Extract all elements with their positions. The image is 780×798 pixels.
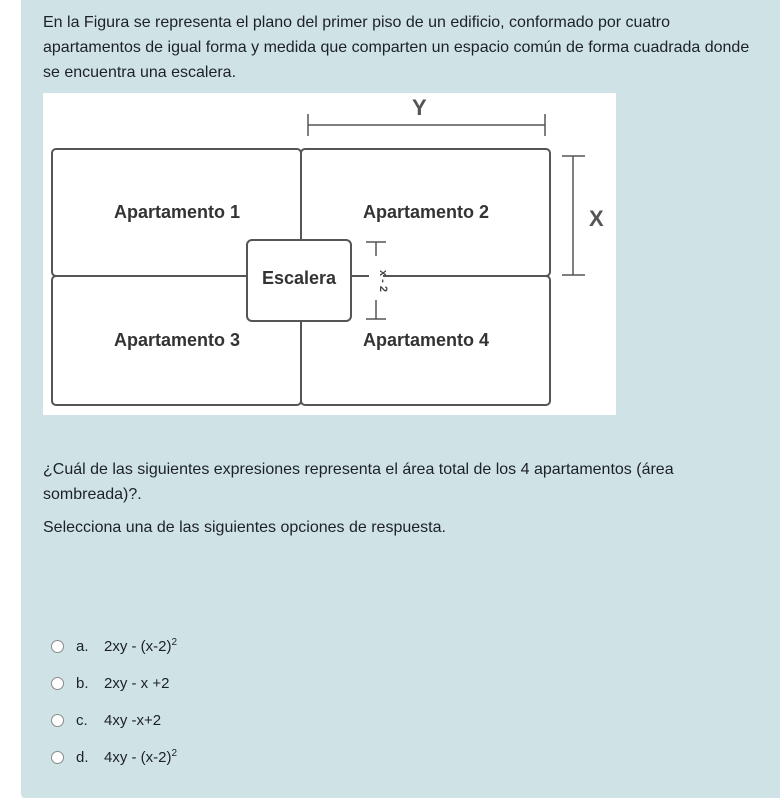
floor-plan-diagram [43,93,616,415]
option-a-letter: a. [76,637,89,655]
radio-option-d[interactable] [51,751,64,764]
y-dimension-label: Y [412,95,427,120]
radio-option-a[interactable] [51,640,64,653]
radio-option-c[interactable] [51,714,64,727]
x-dimension-label: X [589,206,604,231]
option-c[interactable] [51,708,451,732]
apartment-4-label: Apartamento 4 [362,330,490,350]
question-prompt-text: ¿Cuál de las siguientes expresiones representa el área total de los 4 apartamentos (área sombreada)?. [43,461,674,503]
stairs-label: Escalera [261,268,337,288]
question-intro-text: En la Figura se representa el plano del primer piso de un edificio, conformado por cuatro apartamentos de igual forma y medida que comparten un espacio común de forma cuadrada donde se encuentra una escalera. [43,14,750,81]
apartment-1-label: Apartamento 1 [113,202,241,222]
apartment-2-label: Apartamento 2 [362,202,490,222]
option-d-letter: d. [76,748,89,766]
option-b-letter: b. [76,674,89,692]
option-c-text: 4xy -x+2 [104,711,162,729]
floor-plan-figure [43,93,616,415]
option-c-letter: c. [76,711,88,729]
option-b[interactable] [51,671,451,695]
option-a[interactable] [51,634,451,658]
radio-option-b[interactable] [51,677,64,690]
apartment-3-label: Apartamento 3 [113,330,241,350]
answer-options [51,634,451,782]
stairs-dimension-label: x - 2 [377,269,389,293]
option-d[interactable] [51,745,451,769]
option-d-text: $4xy - (x-2)^2$ [104,748,178,766]
option-a-text: $2xy - (x-2)^2$ [104,637,178,655]
option-b-text: 2xy - x +2 [104,674,170,692]
question-instruction-text: Selecciona una de las siguientes opciones de respuesta. [43,519,446,536]
